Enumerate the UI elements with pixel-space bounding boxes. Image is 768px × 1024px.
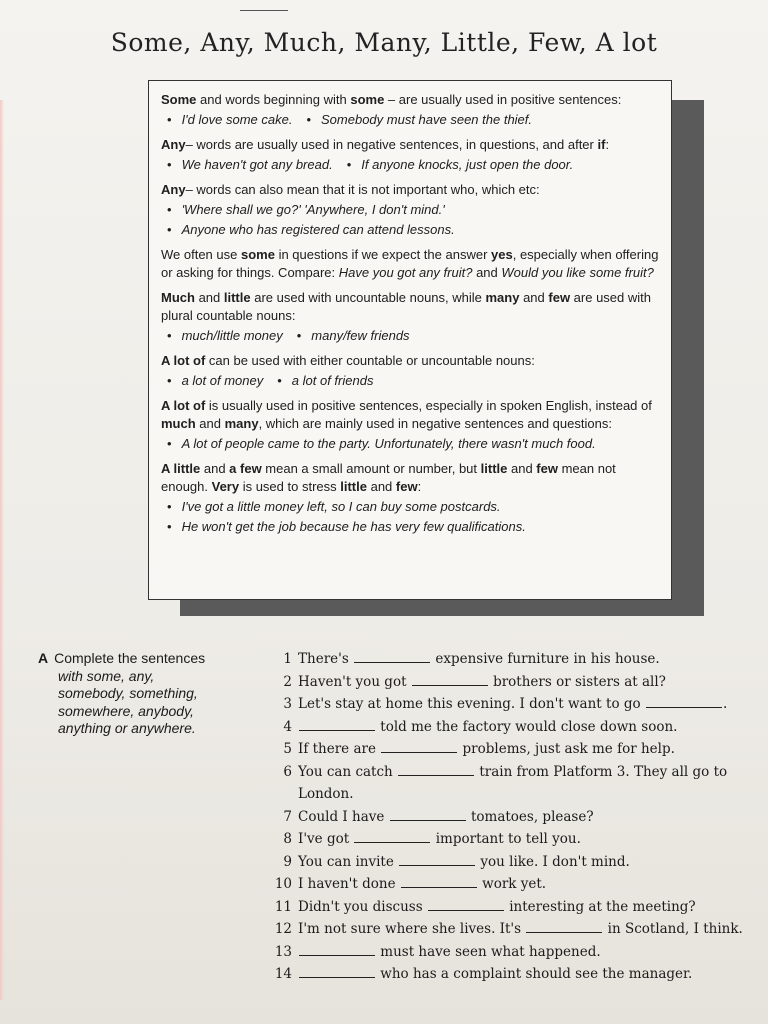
example-text: Anyone who has registered can attend lessons. <box>181 222 455 237</box>
exercise-item <box>264 873 764 896</box>
exercise-section <box>0 648 768 988</box>
rule-example <box>167 435 659 453</box>
instruction-line: anything or anywhere. <box>58 720 196 736</box>
item-number: 12 <box>274 921 292 937</box>
exercise-item <box>264 671 764 694</box>
item-text-after: interesting at the meeting? <box>504 898 696 915</box>
item-text-after: problems, just ask me for help. <box>458 741 675 757</box>
exercise-item <box>264 896 764 919</box>
item-number: 4 <box>283 718 292 735</box>
grammar-rule <box>161 246 659 282</box>
example-text: A lot of people came to the party. Unfortunately, there wasn't much food. <box>181 436 596 451</box>
item-text-after: train from Platform 3. They all go to <box>475 763 728 780</box>
rule-examples <box>167 372 659 390</box>
item-text-after: important to tell you. <box>431 831 581 847</box>
rule-example <box>167 518 659 536</box>
example-text: He won't get the job because he has very few qualifications. <box>181 519 526 534</box>
exercise-item <box>264 738 764 761</box>
rule-text: We often use some in questions if we expect the answer yes, especially when offering or asking for things. Compare: Have you got any fruit? and Would you like some fruit? <box>161 247 659 280</box>
bullet-icon: • <box>296 328 302 343</box>
exercise-item <box>264 806 764 829</box>
top-rule <box>240 10 288 11</box>
item-number: 3 <box>283 696 292 712</box>
item-text-before: I've got <box>298 831 354 847</box>
item-text-after: in Scotland, I think. <box>603 921 743 937</box>
item-text-after: told me the factory would close down soon. <box>376 718 678 735</box>
instruction-line: somewhere, anybody, <box>58 702 194 719</box>
bullet-icon: • <box>277 373 282 388</box>
item-text-before: You can catch <box>298 763 398 780</box>
example-text: a lot of money <box>181 373 264 388</box>
bullet-icon: • <box>167 373 172 388</box>
item-text-after: . <box>722 696 728 712</box>
rule-text: Much and little are used with uncountable nouns, while many and few are used with plural countable nouns: <box>161 290 651 323</box>
rule-example <box>167 221 659 239</box>
grammar-rule <box>161 136 659 174</box>
answer-blank[interactable] <box>299 716 375 731</box>
exercise-item <box>264 918 764 941</box>
exercise-item <box>264 648 764 671</box>
answer-blank[interactable] <box>299 941 375 956</box>
rule-example <box>167 201 659 219</box>
item-text-before: If there are <box>298 741 381 757</box>
example-text: If anyone knocks, just open the door. <box>361 157 574 172</box>
item-number: 9 <box>283 853 292 870</box>
bullet-icon: • <box>346 157 352 172</box>
item-text-before: Didn't you discuss <box>298 898 427 915</box>
item-text-before: There's <box>298 651 354 667</box>
answer-blank[interactable] <box>399 851 475 866</box>
item-text-before: You can invite <box>298 853 399 870</box>
rule-examples <box>167 156 659 174</box>
exercise-item <box>264 941 764 964</box>
rule-text: Some and words beginning with some – are usually used in positive sentences: <box>161 92 622 107</box>
answer-blank[interactable] <box>646 693 722 708</box>
instruction-line: with some, any, <box>58 667 155 684</box>
example-text: I've got a little money left, so I can buy some postcards. <box>181 499 501 514</box>
instruction-first-line: Complete the sentences <box>54 650 206 666</box>
item-number: 7 <box>283 808 292 825</box>
example-text: much/little money <box>181 328 283 343</box>
rule-example <box>167 498 659 516</box>
exercise-item <box>264 851 764 874</box>
exercise-item <box>264 693 764 716</box>
answer-blank[interactable] <box>299 963 375 978</box>
answer-blank[interactable] <box>354 828 430 843</box>
item-number: 10 <box>274 876 292 892</box>
answer-blank[interactable] <box>428 896 504 911</box>
rule-examples <box>167 327 659 345</box>
bullet-icon: • <box>167 499 172 514</box>
item-text-before: I'm not sure where she lives. It's <box>298 921 526 937</box>
item-number: 1 <box>283 651 292 667</box>
item-number: 2 <box>283 673 292 690</box>
page-title: Some, Any, Much, Many, Little, Few, A lot <box>110 28 658 57</box>
item-text-after: who has a complaint should see the manager. <box>376 966 693 982</box>
answer-blank[interactable] <box>354 648 430 663</box>
answer-blank[interactable] <box>412 671 488 686</box>
example-text: We haven't got any bread. <box>181 157 333 172</box>
rule-examples <box>167 111 659 129</box>
item-text-after: you like. I don't mind. <box>476 853 630 870</box>
item-number: 11 <box>274 898 292 915</box>
exercise-item <box>264 963 764 986</box>
answer-blank[interactable] <box>526 918 602 933</box>
item-number: 13 <box>274 943 292 960</box>
grammar-rule <box>161 352 659 390</box>
item-number: 6 <box>283 763 292 780</box>
example-text: Somebody must have seen the thief. <box>321 112 533 127</box>
rule-text: Any– words are usually used in negative sentences, in questions, and after if: <box>161 137 610 152</box>
bullet-icon: • <box>167 436 172 451</box>
bullet-icon: • <box>167 519 172 534</box>
rule-text: A lot of is usually used in positive sentences, especially in spoken English, instead of much and many, which are mainly used in negative sentences and questions: <box>161 398 652 431</box>
item-text-after: must have seen what happened. <box>376 943 601 960</box>
item-text-before: Haven't you got <box>298 673 411 690</box>
bullet-icon: • <box>167 328 172 343</box>
item-text-before: Could I have <box>298 808 389 825</box>
item-text-after: tomatoes, please? <box>466 808 594 825</box>
exercise-label: A <box>38 650 49 666</box>
item-number: 8 <box>283 831 292 847</box>
item-text-after: brothers or sisters at all? <box>488 673 666 690</box>
grammar-rule <box>161 460 659 536</box>
item-text-before: I haven't done <box>298 876 400 892</box>
rule-text: A lot of can be used with either countable or uncountable nouns: <box>161 353 535 368</box>
example-text: 'Where shall we go?' 'Anywhere, I don't mind.' <box>181 202 445 217</box>
exercise-item <box>264 716 764 739</box>
exercise-items <box>264 648 764 986</box>
exercise-item <box>264 828 764 851</box>
item-text-after: work yet. <box>477 876 547 892</box>
grammar-rules-box <box>148 80 672 600</box>
item-text-after: expensive furniture in his house. <box>431 651 660 667</box>
item-text-continued: London. <box>298 786 354 802</box>
item-number: 14 <box>274 966 292 982</box>
bullet-icon: • <box>167 112 172 127</box>
grammar-rule <box>161 91 659 129</box>
item-text-before: Let's stay at home this evening. I don't want to go <box>298 696 645 712</box>
example-text: a lot of friends <box>291 373 374 388</box>
answer-blank[interactable] <box>401 873 477 888</box>
rule-text: Any– words can also mean that it is not important who, which etc: <box>161 182 540 197</box>
answer-blank[interactable] <box>390 806 466 821</box>
answer-blank[interactable] <box>398 761 474 776</box>
bullet-icon: • <box>167 222 172 237</box>
exercise-item <box>264 761 764 784</box>
bullet-icon: • <box>167 202 172 217</box>
bullet-icon: • <box>167 157 172 172</box>
item-number: 5 <box>283 741 292 757</box>
bullet-icon: • <box>306 112 311 127</box>
grammar-rule <box>161 397 659 453</box>
grammar-rule <box>161 289 659 345</box>
example-text: many/few friends <box>311 328 410 343</box>
instruction-line: somebody, something, <box>58 685 198 701</box>
example-text: I'd love some cake. <box>181 112 293 127</box>
exercise-instruction <box>38 650 228 738</box>
rule-text: A little and a few mean a small amount or number, but little and few mean not enough. Very is used to stress little and few: <box>161 461 616 494</box>
grammar-rule <box>161 181 659 239</box>
answer-blank[interactable] <box>381 738 457 753</box>
